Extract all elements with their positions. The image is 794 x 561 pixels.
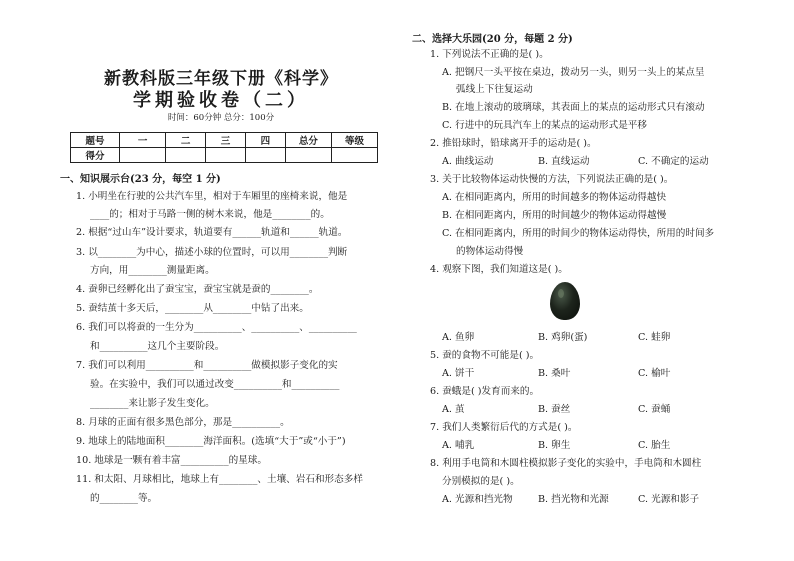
question-line: 8. 月球的正面有很多黑色部分，那是__________。	[76, 417, 290, 428]
question-line: 9. 地球上的陆地面积________海洋面积。(选填“大于”或“小于”)	[76, 436, 346, 447]
score-header-cell: 一	[120, 133, 166, 148]
question-line: 3. 以________为中心，描述小球的位置时，可以用________判断	[76, 247, 348, 258]
option-line: B. 在地上滚动的玻璃球，其表面上的某点的运动形式只有滚动	[442, 102, 705, 113]
option-b: B. 直线运动	[538, 156, 590, 167]
option-c: C. 蚕蛹	[638, 404, 671, 415]
option-b: B. 桑叶	[538, 368, 571, 379]
option-line: 弧线上下往复运动	[456, 84, 533, 95]
option-a: A. 饼干	[442, 368, 475, 379]
option-a: A. 光源和挡光物	[442, 494, 513, 505]
exam-title-line2: 学期验收卷（二）	[133, 90, 309, 111]
option-b: B. 鸡卵(蛋)	[538, 332, 588, 343]
score-row-label: 得分	[71, 148, 120, 163]
option-a: A. 茧	[442, 404, 465, 415]
question-line: 4. 蚕卵已经孵化出了蚕宝宝，蚕宝宝就是蚕的________。	[76, 284, 319, 295]
score-header-cell: 三	[206, 133, 246, 148]
question-line: ____的；相对于马路一侧的树木来说，他是________的。	[90, 209, 330, 220]
option-line: C. 在相同距离内，所用的时间少的物体运动得快，所用的时间多	[442, 228, 715, 239]
section2-title: 二、选择大乐园(20 分，每题 2 分)	[412, 34, 573, 45]
question-line: 方向，用________测量距离。	[90, 265, 215, 276]
question-line: 5. 蚕的食物不可能是( )。	[430, 350, 540, 361]
question-line: 2. 推铅球时，铅球离开手的运动是( )。	[430, 138, 597, 149]
question-line: 1. 小明坐在行驶的公共汽车里，相对于车厢里的座椅来说，他是	[76, 191, 348, 202]
score-table-header-row	[71, 133, 378, 148]
egg-image	[550, 282, 580, 320]
option-b: B. 卵生	[538, 440, 571, 451]
option-line: 的物体运动得慢	[456, 246, 524, 257]
option-line: B. 在相同距离内，所用的时间越少的物体运动得越慢	[442, 210, 667, 221]
option-a: A. 曲线运动	[442, 156, 494, 167]
option-b: B. 挡光物和光源	[538, 494, 609, 505]
option-c: C. 光源和影子	[638, 494, 700, 505]
option-b: B. 蚕丝	[538, 404, 571, 415]
question-line: 5. 蚕结茧十多天后，________从________中钻了出来。	[76, 303, 309, 314]
exam-title-line1: 新教科版三年级下册《科学》	[104, 69, 338, 89]
question-line: 8. 利用手电筒和木圆柱模拟影子变化的实验中，手电筒和木圆柱	[430, 458, 702, 469]
question-line: 11. 和太阳、月球相比，地球上有________、土壤、岩石和形态多样	[76, 474, 363, 485]
score-header-cell: 题号	[71, 133, 120, 148]
option-c: C. 胎生	[638, 440, 671, 451]
score-header-cell: 总分	[285, 133, 331, 148]
score-cell[interactable]	[206, 148, 246, 163]
question-line: 验。在实验中，我们可以通过改变__________和__________	[90, 379, 340, 390]
question-line: 1. 下列说法不正确的是( )。	[430, 49, 549, 60]
question-line: 和__________这几个主要阶段。	[90, 341, 225, 352]
score-cell[interactable]	[331, 148, 377, 163]
question-line: 6. 我们可以将蚕的一生分为__________、__________、__________	[76, 322, 357, 333]
section1-title: 一、知识展示台(23 分，每空 1 分)	[60, 174, 221, 185]
question-line: 3. 关于比较物体运动快慢的方法，下列说法正确的是( )。	[430, 174, 674, 185]
question-line: 7. 我们人类繁衍后代的方式是( )。	[430, 422, 578, 433]
question-line: 7. 我们可以利用__________和__________做模拟影子变化的实	[76, 360, 338, 371]
option-a: A. 鱼卵	[442, 332, 475, 343]
option-line: A. 在相同距离内，所用的时间越多的物体运动得越快	[442, 192, 667, 203]
score-cell[interactable]	[120, 148, 166, 163]
score-table	[70, 132, 378, 163]
option-line: C. 行进中的玩具汽车上的某点的运动形式是平移	[442, 120, 647, 131]
score-header-cell: 等级	[331, 133, 377, 148]
question-line: 2. 根据“过山车”设计要求，轨道要有______轨道和______轨道。	[76, 227, 348, 238]
option-a: A. 哺乳	[442, 440, 475, 451]
option-c: C. 榆叶	[638, 368, 671, 379]
option-c: C. 蛙卵	[638, 332, 671, 343]
question-line: 分别模拟的是( )。	[442, 476, 520, 487]
score-cell[interactable]	[245, 148, 285, 163]
score-cell[interactable]	[166, 148, 206, 163]
score-header-cell: 二	[166, 133, 206, 148]
question-line: 6. 蚕蛾是( )发育而来的。	[430, 386, 540, 397]
exam-meta: 时间：60分钟 总分：100分	[167, 113, 275, 123]
question-line: 4. 观察下图，我们知道这是( )。	[430, 264, 568, 275]
score-cell[interactable]	[285, 148, 331, 163]
question-line: 的________等。	[90, 493, 158, 504]
score-header-cell: 四	[245, 133, 285, 148]
question-line: 10. 地球是一颗有着丰富__________的星球。	[76, 455, 267, 466]
question-line: ________来让影子发生变化。	[90, 398, 215, 409]
option-line: A. 把钢尺一头平按在桌边，拨动另一头，则另一头上的某点呈	[442, 67, 705, 78]
option-c: C. 不确定的运动	[638, 156, 709, 167]
score-table-score-row	[71, 148, 378, 163]
